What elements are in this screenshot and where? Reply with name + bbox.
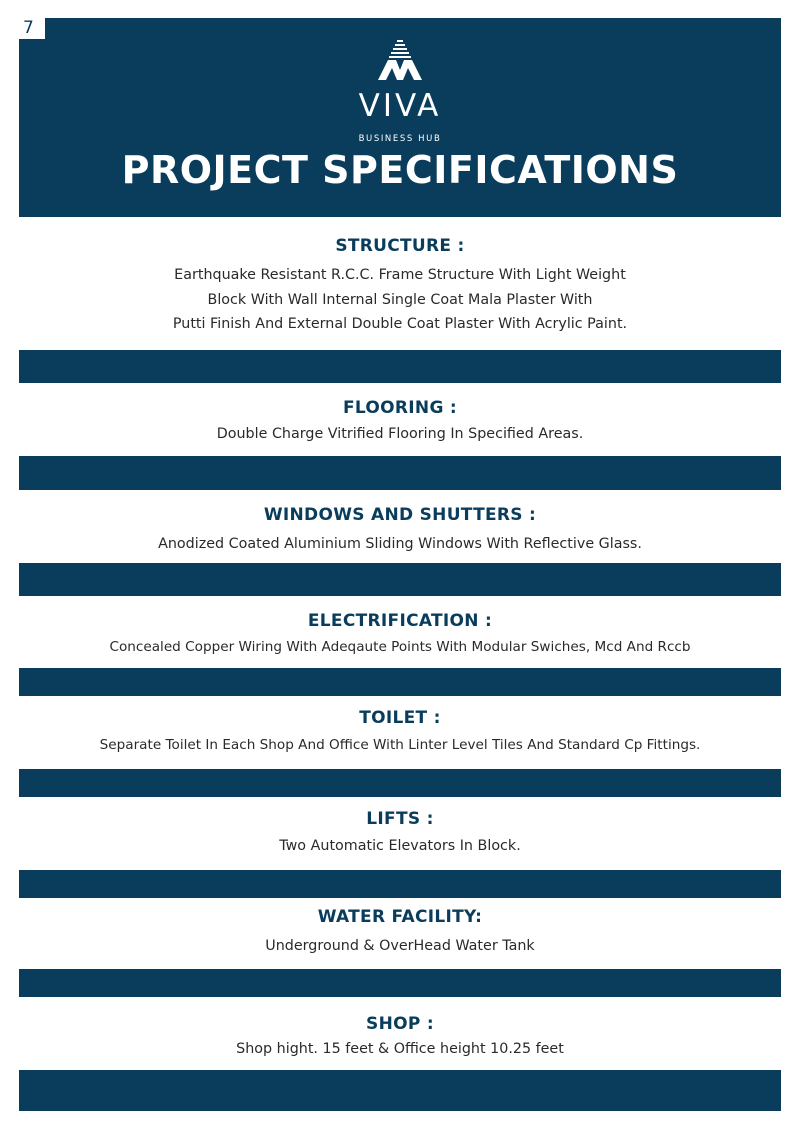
- section-heading-windows: WINDOWS AND SHUTTERS :: [263, 505, 537, 525]
- section-line: Block With Wall Internal Single Coat Mala Plaster With: [207, 291, 593, 308]
- section-body-windows: [0, 532, 800, 557]
- brand-tagline: BUSINESS HUB: [358, 134, 442, 144]
- section-line: Earthquake Resistant R.C.C. Frame Structure With Light Weight: [174, 267, 626, 283]
- page-number: 7: [19, 18, 45, 39]
- footer-bar: [19, 1070, 781, 1111]
- divider-bar: [19, 668, 781, 696]
- section-body-electrification: [0, 635, 800, 660]
- divider-bar: [19, 769, 781, 797]
- section-body-toilet: [0, 733, 800, 758]
- section-line: Separate Toilet In Each Shop And Office With Linter Level Tiles And Standard Cp Fittings.: [99, 737, 701, 753]
- section-body-shop: [0, 1037, 800, 1062]
- section-body-flooring: [0, 422, 800, 447]
- section-line: Shop hight. 15 feet & Office height 10.25 feet: [236, 1041, 564, 1057]
- section-line: Double Charge Vitrified Flooring In Specified Areas.: [216, 426, 584, 442]
- section-line: Putti Finish And External Double Coat Plaster With Acrylic Paint.: [172, 316, 628, 332]
- section-heading-electrification: ELECTRIFICATION :: [307, 611, 493, 631]
- divider-bar: [19, 969, 781, 997]
- section-heading-structure: STRUCTURE :: [335, 236, 465, 256]
- section-heading-flooring: FLOORING :: [342, 398, 458, 418]
- brand-name: VIVA: [358, 88, 442, 124]
- section-body-lifts: [0, 834, 800, 859]
- page-title: PROJECT SPECIFICATIONS: [121, 148, 679, 192]
- section-heading-toilet: TOILET :: [359, 708, 441, 728]
- section-heading-shop: SHOP :: [366, 1014, 434, 1034]
- section-line: Two Automatic Elevators In Block.: [279, 838, 521, 854]
- divider-bar: [19, 456, 781, 490]
- divider-bar: [19, 563, 781, 596]
- section-body-water: [0, 934, 800, 959]
- section-line: Anodized Coated Aluminium Sliding Windows With Reflective Glass.: [158, 536, 642, 552]
- divider-bar: [19, 350, 781, 383]
- header-banner: [19, 18, 781, 217]
- section-heading-lifts: LIFTS :: [366, 809, 434, 829]
- brand-logo: [19, 38, 781, 148]
- section-heading-water: WATER FACILITY:: [317, 907, 483, 927]
- section-line: Underground & OverHead Water Tank: [265, 938, 535, 954]
- section-line: Concealed Copper Wiring With Adeqaute Points With Modular Swiches, Mcd And Rccb: [109, 639, 691, 655]
- section-body-structure: [0, 263, 800, 337]
- divider-bar: [19, 870, 781, 898]
- viva-logo-icon: [376, 38, 424, 84]
